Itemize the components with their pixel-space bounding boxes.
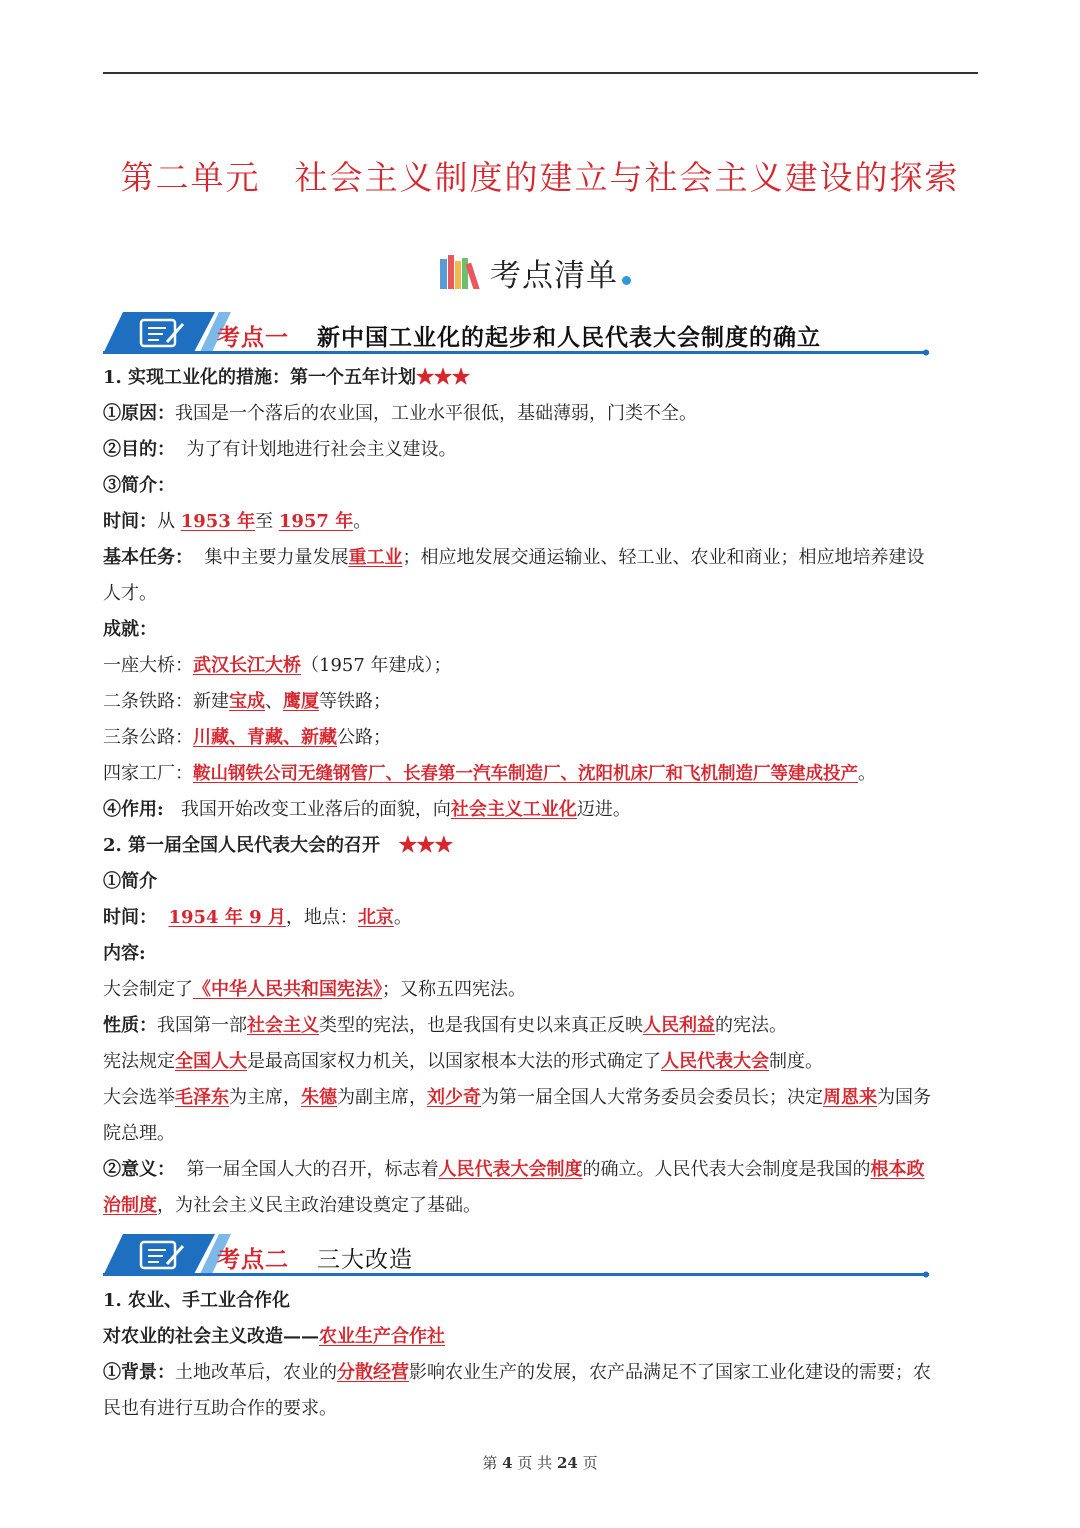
sig-label: ②意义： xyxy=(103,1159,175,1180)
task-pre: 集中主要力量发展 xyxy=(204,547,349,568)
nature-key-1: 社会主义 xyxy=(247,1015,319,1036)
time-post: 。 xyxy=(353,511,372,532)
key-points-list-title xyxy=(440,250,631,294)
task-label: 基本任务： xyxy=(103,547,193,568)
rail-post: 等铁路； xyxy=(319,691,391,712)
task-post: ；相应地发展交通运输业、轻工业、农业和商业；相应地培养建设 xyxy=(402,547,925,568)
sig-key-2b: 治制度 xyxy=(103,1195,157,1216)
section-header-1 xyxy=(103,312,929,366)
item-title-five-year-plan xyxy=(103,365,983,391)
sig-post: ，为社会主义民主政治建设奠定了基础。 xyxy=(157,1195,481,1216)
nature-mid: 类型的宪法，也是我国有史以来真正反映 xyxy=(319,1015,643,1036)
bg-pre: 土地改革后，农业的 xyxy=(175,1362,337,1383)
sig-key-1: 人民代表大会制度 xyxy=(438,1159,583,1180)
npc-place-post: 。 xyxy=(393,907,412,928)
page-footer xyxy=(0,1452,1080,1473)
importance-stars: ★★★ xyxy=(416,367,471,388)
significance-line-cont xyxy=(103,1193,983,1219)
election-line xyxy=(103,1085,983,1111)
law-line xyxy=(103,1049,983,1075)
rail-key-2: 鹰厦 xyxy=(283,691,319,712)
nature-label: 性质： xyxy=(103,1015,157,1036)
factory-pre: 四家工厂： xyxy=(103,763,193,784)
npc-time-label: 时间： xyxy=(103,907,157,928)
npc-place-pre: ，地点： xyxy=(285,907,358,928)
sig-key-2a: 根本政 xyxy=(870,1159,925,1180)
time-label: 时间： xyxy=(103,511,157,532)
elect-text-4: 为国务 xyxy=(877,1087,931,1108)
npc-time-line xyxy=(103,905,983,931)
unit-number: 第二单元 xyxy=(120,158,261,197)
nature-key-2: 人民利益 xyxy=(643,1015,715,1036)
background-line xyxy=(103,1360,983,1386)
npc-intro-label: ①简介 xyxy=(103,871,157,892)
agri-line xyxy=(103,1324,983,1350)
top-rule xyxy=(103,72,978,74)
const-pre: 大会制定了 xyxy=(103,979,193,1000)
bg-label: ①背景： xyxy=(103,1362,175,1383)
section-header-2 xyxy=(103,1234,929,1288)
law-pre: 宪法规定 xyxy=(103,1051,175,1072)
effect-pre: 我国开始改变工业落后的面貌，向 xyxy=(180,799,451,820)
elect-key-1: 毛泽东 xyxy=(175,1087,229,1108)
item2-stars: ★★★ xyxy=(398,835,453,856)
time-mid: 至 xyxy=(255,511,279,532)
purpose-line xyxy=(103,437,983,463)
road-pre: 三条公路： xyxy=(103,727,193,748)
task-key: 重工业 xyxy=(348,547,403,568)
elect-text-3: 为第一届全国人大常务委员会委员长；决定 xyxy=(481,1087,823,1108)
road-post: 公路； xyxy=(337,727,391,748)
item-title-text: 1. 实现工业化的措施：第一个五年计划 xyxy=(103,367,417,388)
time-pre: 从 xyxy=(157,511,181,532)
election-line-cont: 院总理。 xyxy=(103,1123,175,1144)
footer-post: 页 xyxy=(582,1454,598,1472)
footer-pre: 第 xyxy=(482,1454,498,1472)
bridge-line xyxy=(103,653,983,679)
unit-name: 社会主义制度的建立与社会主义建设的探索 xyxy=(294,158,960,197)
elect-key-4: 周恩来 xyxy=(823,1087,877,1108)
rail-key-1: 宝成 xyxy=(229,691,265,712)
footer-page-number: 4 xyxy=(502,1454,513,1472)
agri-pre: 对农业的社会主义改造—— xyxy=(103,1326,319,1347)
footer-total-pages: 24 xyxy=(556,1454,578,1472)
purpose-label: ②目的： xyxy=(103,439,175,460)
achievements-label: 成就： xyxy=(103,619,157,640)
rail-pre: 二条铁路：新建 xyxy=(103,691,229,712)
road-key: 川藏、青藏、新藏 xyxy=(193,727,337,748)
section-label-2: 考点二 xyxy=(217,1246,289,1273)
law-post: 制度。 xyxy=(769,1051,823,1072)
time-start: 1953 年 xyxy=(180,511,256,532)
section-heading-2: 三大改造 xyxy=(317,1247,413,1273)
item-title-npc xyxy=(103,833,983,859)
intro-label: ③简介： xyxy=(103,475,175,496)
elect-pre: 大会选举 xyxy=(103,1087,175,1108)
item2-title-text: 2. 第一届全国人民代表大会的召开 xyxy=(103,835,381,856)
reason-label: ①原因： xyxy=(103,403,175,424)
reason-text: 我国是一个落后的农业国，工业水平很低，基础薄弱，门类不全。 xyxy=(175,403,697,424)
time-end: 1957 年 xyxy=(278,511,354,532)
purpose-text: 为了有计划地进行社会主义建设。 xyxy=(186,439,457,460)
factory-post: 。 xyxy=(858,763,876,784)
law-key-2: 人民代表大会 xyxy=(661,1051,769,1072)
books-icon xyxy=(440,255,486,289)
dot-icon xyxy=(622,276,631,285)
effect-label: ④作用: xyxy=(103,799,164,820)
task-line-cont: 人才。 xyxy=(103,583,157,604)
nature-line xyxy=(103,1013,983,1039)
effect-line xyxy=(103,797,983,823)
const-post: ；又称五四宪法。 xyxy=(382,979,526,1000)
railway-line xyxy=(103,689,983,715)
nature-post: 的宪法。 xyxy=(715,1015,787,1036)
law-mid: 是最高国家权力机关，以国家根本大法的形式确定了 xyxy=(247,1051,661,1072)
agri-key: 农业生产合作社 xyxy=(319,1326,445,1347)
bridge-post: （1957 年建成）； xyxy=(301,655,452,676)
bg-key: 分散经营 xyxy=(337,1362,409,1383)
item-title-cooperation: 1. 农业、手工业合作化 xyxy=(103,1290,291,1311)
background-line-cont: 民也有进行互助合作的要求。 xyxy=(103,1398,337,1419)
content-label: 内容: xyxy=(103,943,146,964)
sig-pre: 第一届全国人大的召开，标志着 xyxy=(186,1159,439,1180)
time-line xyxy=(103,509,983,535)
effect-post: 迈进。 xyxy=(576,799,631,820)
nature-pre: 我国第一部 xyxy=(157,1015,247,1036)
bg-post: 影响农业生产的发展，农产品满足不了国家工业化建设的需要；农 xyxy=(409,1362,931,1383)
reason-line xyxy=(103,401,983,427)
list-title-text: 考点清单 xyxy=(490,257,618,294)
elect-text-2: 为副主席， xyxy=(337,1087,427,1108)
npc-place-key: 北京 xyxy=(357,907,394,928)
factory-line xyxy=(103,761,983,787)
bridge-pre: 一座大桥： xyxy=(103,655,193,676)
effect-key: 社会主义工业化 xyxy=(450,799,577,820)
factory-key: 鞍山钢铁公司无缝钢管厂、长春第一汽车制造厂、沈阳机床厂和飞机制造厂等建成投产 xyxy=(193,764,858,784)
road-line xyxy=(103,725,983,751)
section-label-1: 考点一 xyxy=(217,324,289,351)
bridge-key: 武汉长江大桥 xyxy=(193,655,301,676)
npc-time-key: 1954 年 9 月 xyxy=(168,907,286,928)
constitution-line xyxy=(103,977,983,1003)
const-key: 《中华人民共和国宪法》 xyxy=(193,979,382,1000)
sig-mid: 的确立。人民代表大会制度是我国的 xyxy=(582,1159,871,1180)
elect-text-1: 为主席， xyxy=(229,1087,301,1108)
unit-title xyxy=(0,152,1080,199)
elect-key-3: 刘少奇 xyxy=(427,1087,481,1108)
rail-sep: 、 xyxy=(265,691,283,712)
elect-key-2: 朱德 xyxy=(301,1087,337,1108)
law-key-1: 全国人大 xyxy=(175,1051,247,1072)
section-heading-1: 新中国工业化的起步和人民代表大会制度的确立 xyxy=(317,324,821,351)
significance-line xyxy=(103,1157,983,1183)
footer-mid: 页 共 xyxy=(517,1454,553,1472)
task-line xyxy=(103,545,983,571)
